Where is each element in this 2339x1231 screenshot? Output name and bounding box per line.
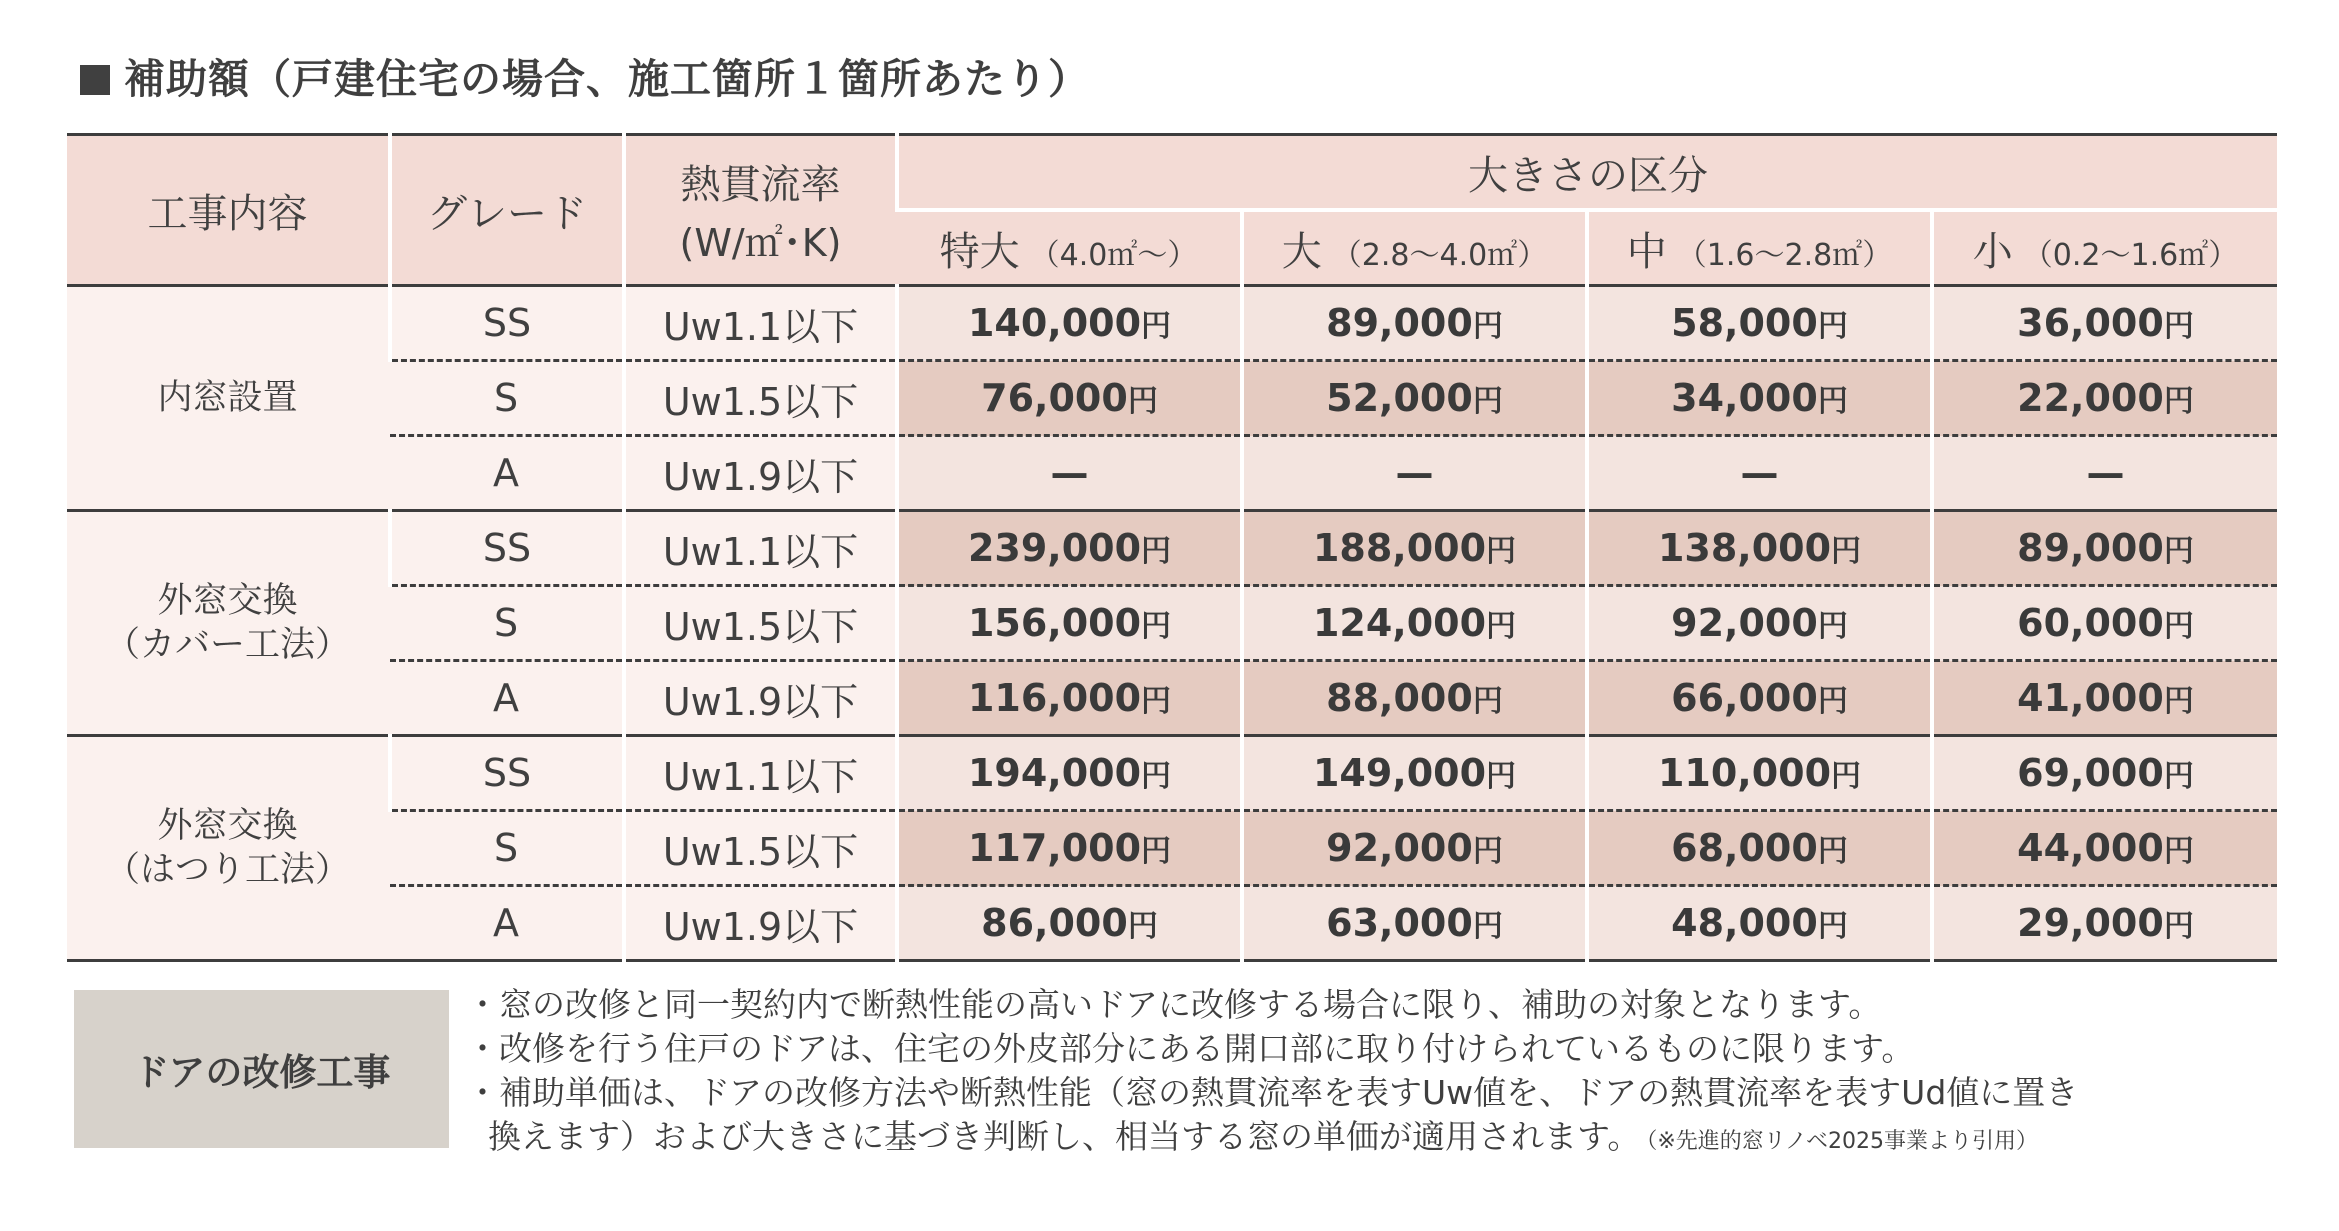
yen-unit: 円 bbox=[1817, 309, 1848, 344]
yen-unit: 円 bbox=[1486, 534, 1517, 569]
door-notes bbox=[466, 983, 2276, 1164]
amount-cell bbox=[897, 661, 1242, 736]
door-renovation-label: ドアの改修工事 bbox=[74, 990, 449, 1148]
yen-unit: 円 bbox=[2163, 609, 2194, 644]
category-line1: 外窓交換 bbox=[157, 581, 298, 621]
table-row bbox=[67, 436, 2277, 511]
category-line1: 内窓設置 bbox=[157, 378, 298, 418]
amount-cell bbox=[1587, 361, 1932, 436]
yen-unit: 円 bbox=[1472, 684, 1503, 719]
amount-cell bbox=[897, 586, 1242, 661]
yen-unit: 円 bbox=[1141, 309, 1172, 344]
amount-value: 76,000 bbox=[981, 376, 1128, 420]
yen-unit: 円 bbox=[1472, 909, 1503, 944]
amount-cell bbox=[897, 511, 1242, 586]
table-row bbox=[67, 586, 2277, 661]
table-row bbox=[67, 361, 2277, 436]
door-note-continuation bbox=[466, 1115, 2276, 1164]
table-row bbox=[67, 661, 2277, 736]
category-cell bbox=[67, 286, 390, 511]
size-range: （4.0㎡〜） bbox=[1029, 237, 1198, 273]
yen-unit: 円 bbox=[2163, 384, 2194, 419]
amount-value: 89,000 bbox=[2017, 526, 2164, 570]
grade-cell: A bbox=[390, 436, 624, 511]
amount-value: 92,000 bbox=[1326, 826, 1473, 870]
amount-value: 36,000 bbox=[2017, 301, 2164, 345]
amount-value: 117,000 bbox=[967, 826, 1142, 870]
yen-unit: 円 bbox=[1817, 834, 1848, 869]
flux-cell: Uw1.1以下 bbox=[624, 511, 897, 586]
yen-unit: 円 bbox=[1817, 909, 1848, 944]
flux-cell: Uw1.1以下 bbox=[624, 736, 897, 811]
size-name: 大 bbox=[1281, 228, 1322, 275]
grade-cell: SS bbox=[390, 286, 624, 361]
yen-unit: 円 bbox=[1472, 384, 1503, 419]
header-grade: グレード bbox=[390, 135, 624, 286]
amount-cell bbox=[897, 361, 1242, 436]
header-flux bbox=[624, 135, 897, 286]
amount-value: 92,000 bbox=[1671, 601, 1818, 645]
grade-cell: S bbox=[390, 586, 624, 661]
amount-value: 48,000 bbox=[1671, 901, 1818, 945]
table-row bbox=[67, 286, 2277, 361]
grade-cell: SS bbox=[390, 511, 624, 586]
grade-cell: A bbox=[390, 886, 624, 961]
amount-cell bbox=[1242, 361, 1587, 436]
yen-unit: 円 bbox=[2163, 534, 2194, 569]
amount-value: 68,000 bbox=[1671, 826, 1818, 870]
amount-cell bbox=[1587, 811, 1932, 886]
yen-unit: 円 bbox=[2163, 834, 2194, 869]
size-range: （2.8〜4.0㎡） bbox=[1331, 237, 1548, 273]
yen-unit: 円 bbox=[1127, 384, 1158, 419]
header-size-s bbox=[1932, 210, 2277, 286]
category-line1: 外窓交換 bbox=[157, 806, 298, 846]
amount-cell bbox=[1242, 511, 1587, 586]
amount-cell bbox=[1242, 661, 1587, 736]
yen-unit: 円 bbox=[2163, 309, 2194, 344]
yen-unit: 円 bbox=[1472, 834, 1503, 869]
amount-cell bbox=[1242, 811, 1587, 886]
yen-unit: 円 bbox=[1141, 684, 1172, 719]
amount-cell bbox=[1587, 661, 1932, 736]
amount-value: 188,000 bbox=[1312, 526, 1487, 570]
amount-cell bbox=[1587, 511, 1932, 586]
amount-value: 41,000 bbox=[2017, 676, 2164, 720]
amount-value: 52,000 bbox=[1326, 376, 1473, 420]
amount-cell bbox=[897, 736, 1242, 811]
flux-cell: Uw1.9以下 bbox=[624, 886, 897, 961]
size-range: （0.2〜1.6㎡） bbox=[2022, 237, 2239, 273]
amount-cell bbox=[1587, 886, 1932, 961]
amount-value: 69,000 bbox=[2017, 751, 2164, 795]
grade-cell: SS bbox=[390, 736, 624, 811]
flux-cell: Uw1.5以下 bbox=[624, 811, 897, 886]
amount-cell bbox=[1932, 661, 2277, 736]
subsidy-table bbox=[67, 133, 2277, 962]
amount-cell bbox=[1932, 586, 2277, 661]
yen-unit: 円 bbox=[1817, 684, 1848, 719]
yen-unit: 円 bbox=[1831, 534, 1862, 569]
amount-cell: — bbox=[1587, 436, 1932, 511]
amount-value: 22,000 bbox=[2017, 376, 2164, 420]
amount-value: 58,000 bbox=[1671, 301, 1818, 345]
amount-value: 60,000 bbox=[2017, 601, 2164, 645]
amount-cell bbox=[1587, 586, 1932, 661]
amount-cell bbox=[1932, 511, 2277, 586]
yen-unit: 円 bbox=[2163, 759, 2194, 794]
grade-cell: A bbox=[390, 661, 624, 736]
yen-unit: 円 bbox=[1141, 534, 1172, 569]
amount-value: 34,000 bbox=[1671, 376, 1818, 420]
header-size: 大きさの区分 bbox=[897, 135, 2277, 211]
yen-unit: 円 bbox=[1486, 609, 1517, 644]
amount-cell bbox=[897, 886, 1242, 961]
table-row bbox=[67, 886, 2277, 961]
flux-cell: Uw1.5以下 bbox=[624, 586, 897, 661]
square-bullet-icon bbox=[80, 65, 110, 95]
title-text: 補助額（戸建住宅の場合、施工箇所１箇所あたり） bbox=[124, 55, 1090, 103]
flux-cell: Uw1.5以下 bbox=[624, 361, 897, 436]
table-row bbox=[67, 736, 2277, 811]
door-note: ・窓の改修と同一契約内で断熱性能の高いドアに改修する場合に限り、補助の対象となります。 bbox=[466, 985, 1882, 1024]
amount-value: 86,000 bbox=[981, 901, 1128, 945]
size-name: 中 bbox=[1626, 228, 1667, 275]
amount-value: 156,000 bbox=[967, 601, 1142, 645]
category-line2: （はつり工法） bbox=[104, 850, 350, 890]
amount-value: 140,000 bbox=[967, 301, 1142, 345]
amount-value: 66,000 bbox=[1671, 676, 1818, 720]
yen-unit: 円 bbox=[1831, 759, 1862, 794]
amount-value: 149,000 bbox=[1312, 751, 1487, 795]
amount-value: 88,000 bbox=[1326, 676, 1473, 720]
amount-value: 194,000 bbox=[967, 751, 1142, 795]
yen-unit: 円 bbox=[1472, 309, 1503, 344]
amount-cell: — bbox=[897, 436, 1242, 511]
amount-value: 116,000 bbox=[967, 676, 1142, 720]
citation: （※先進的窓リノベ2025事業より引用） bbox=[1646, 1129, 2039, 1154]
header-flux-unit: (W/㎡･K) bbox=[679, 221, 842, 265]
yen-unit: 円 bbox=[1486, 759, 1517, 794]
amount-value: 124,000 bbox=[1312, 601, 1487, 645]
grade-cell: S bbox=[390, 811, 624, 886]
header-flux-label: 熱貫流率 bbox=[680, 162, 841, 208]
amount-value: 138,000 bbox=[1657, 526, 1832, 570]
amount-cell bbox=[1242, 586, 1587, 661]
amount-cell bbox=[1932, 286, 2277, 361]
category-cell bbox=[67, 511, 390, 736]
amount-value: 63,000 bbox=[1326, 901, 1473, 945]
header-size-l bbox=[1242, 210, 1587, 286]
amount-cell bbox=[1932, 736, 2277, 811]
yen-unit: 円 bbox=[1127, 909, 1158, 944]
yen-unit: 円 bbox=[1141, 609, 1172, 644]
amount-cell bbox=[1932, 361, 2277, 436]
yen-unit: 円 bbox=[2163, 684, 2194, 719]
amount-value: 89,000 bbox=[1326, 301, 1473, 345]
yen-unit: 円 bbox=[1817, 609, 1848, 644]
amount-value: 110,000 bbox=[1657, 751, 1832, 795]
header-size-xl bbox=[897, 210, 1242, 286]
flux-cell: Uw1.9以下 bbox=[624, 436, 897, 511]
table-row bbox=[67, 811, 2277, 886]
category-cell bbox=[67, 736, 390, 961]
amount-cell bbox=[1587, 736, 1932, 811]
amount-cell bbox=[1242, 286, 1587, 361]
door-note: ・改修を行う住戸のドアは、住宅の外皮部分にある開口部に取り付けられているものに限ります。 bbox=[466, 1029, 1915, 1068]
amount-cell bbox=[1932, 811, 2277, 886]
amount-value: 239,000 bbox=[967, 526, 1142, 570]
header-size-m bbox=[1587, 210, 1932, 286]
size-name: 特大 bbox=[939, 228, 1020, 275]
yen-unit: 円 bbox=[1141, 759, 1172, 794]
header-work: 工事内容 bbox=[67, 135, 390, 286]
amount-cell bbox=[1242, 736, 1587, 811]
size-name: 小 bbox=[1972, 228, 2013, 275]
door-note: ・補助単価は、ドアの改修方法や断熱性能（窓の熱貫流率を表すUw値を、ドアの熱貫流率を表すUd値に置き bbox=[466, 1073, 2079, 1112]
door-note-cont-text: 換えます）および大きさに基づき判断し、相当する窓の単価が適用されます。 bbox=[488, 1117, 1641, 1156]
amount-cell: — bbox=[1242, 436, 1587, 511]
page-title bbox=[80, 46, 1090, 105]
table-row bbox=[67, 511, 2277, 586]
yen-unit: 円 bbox=[1141, 834, 1172, 869]
yen-unit: 円 bbox=[2163, 909, 2194, 944]
category-line2: （カバー工法） bbox=[104, 625, 350, 665]
flux-cell: Uw1.1以下 bbox=[624, 286, 897, 361]
amount-cell bbox=[1587, 286, 1932, 361]
yen-unit: 円 bbox=[1817, 384, 1848, 419]
amount-cell bbox=[897, 811, 1242, 886]
amount-value: 29,000 bbox=[2017, 901, 2164, 945]
grade-cell: S bbox=[390, 361, 624, 436]
amount-cell bbox=[897, 286, 1242, 361]
flux-cell: Uw1.9以下 bbox=[624, 661, 897, 736]
amount-cell bbox=[1932, 886, 2277, 961]
amount-cell bbox=[1242, 886, 1587, 961]
amount-cell: — bbox=[1932, 436, 2277, 511]
size-range: （1.6〜2.8㎡） bbox=[1676, 237, 1893, 273]
amount-value: 44,000 bbox=[2017, 826, 2164, 870]
